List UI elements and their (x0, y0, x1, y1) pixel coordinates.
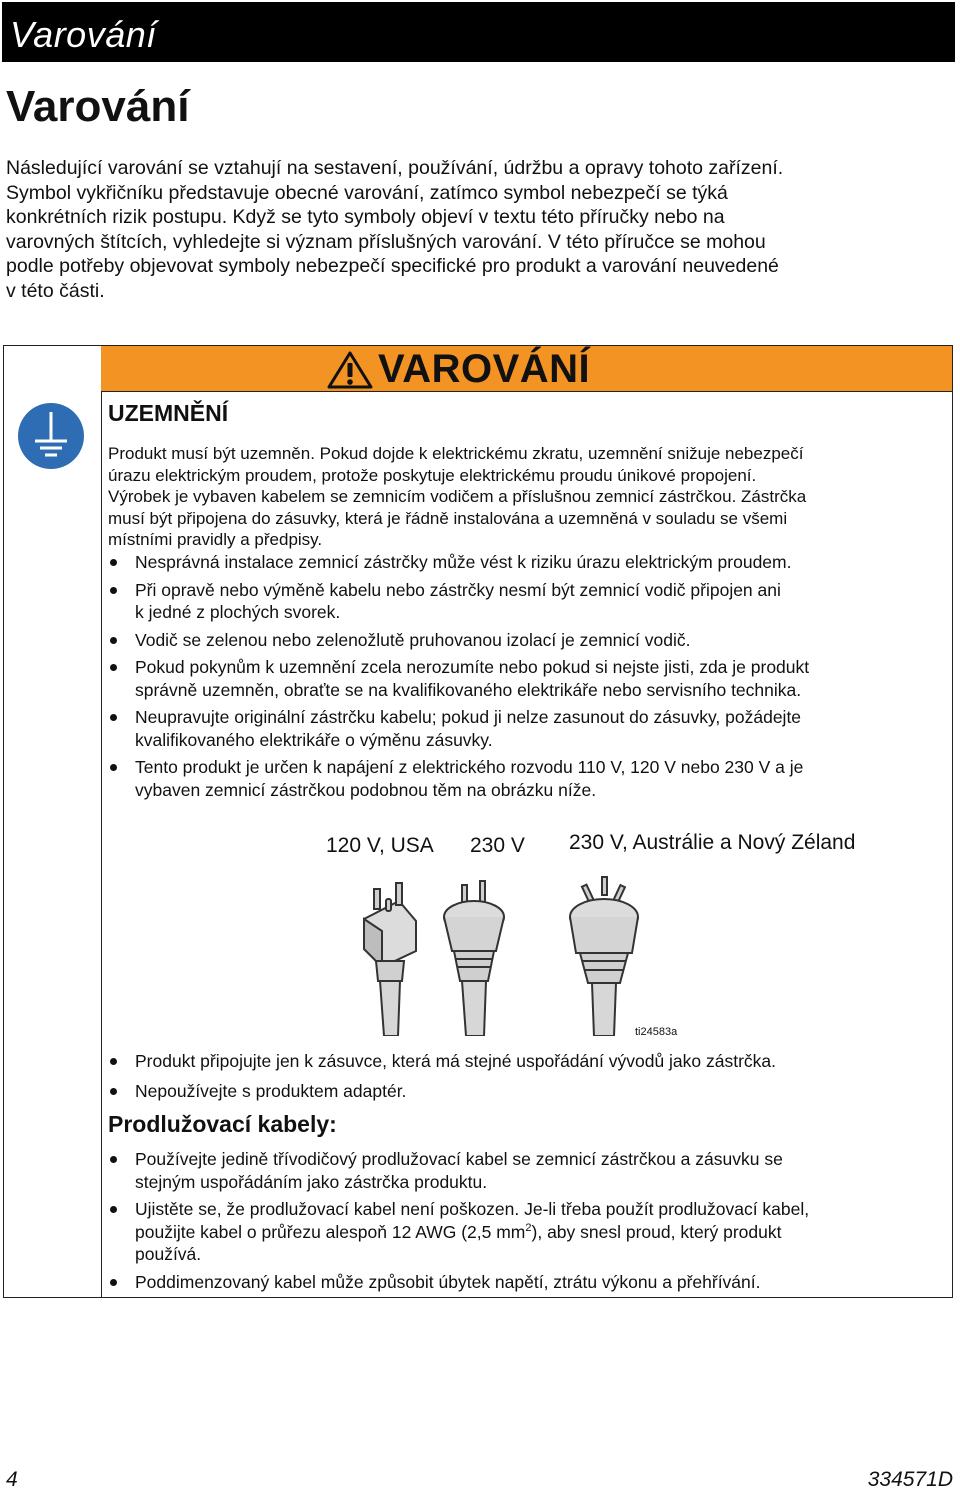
list-item (108, 656, 948, 701)
plug-label-au: 230 V, Austrálie a Nový Zéland (569, 831, 856, 854)
list-item-text: Tento produkt je určen k napájení z elektrického rozvodu 110 V, 120 V nebo 230 V a je (135, 757, 804, 777)
page-title: Varování (6, 82, 190, 131)
intro-line: v této části. (6, 279, 105, 302)
paragraph-line: úrazu elektrickým proudem, protože poskytuje elektrickému proudu únikové propojení. (108, 465, 757, 485)
warning-heading: VAROVÁNÍ (378, 347, 591, 391)
list-item (108, 1050, 948, 1073)
warning-box (3, 345, 953, 1298)
intro-line: varovných štítcích, vyhledejte si význam příslušných varování. V této příručce se mohou (6, 230, 766, 253)
list-item (108, 579, 948, 624)
list-item (108, 706, 948, 751)
list-item-text: Vodič se zelenou nebo zelenožlutě pruhovanou izolací je zemnicí vodič. (135, 629, 691, 650)
grounding-title: UZEMNĚNÍ (108, 400, 229, 426)
intro-line: podle potřeby objevovat symboly nebezpečí specifické pro produkt a varování neuvedené (6, 255, 779, 277)
warning-title (326, 347, 590, 392)
list-item (108, 1198, 948, 1266)
intro-line: konkrétních rizik postupu. Když se tyto symboly objeví v textu této příručky nebo na (6, 206, 725, 228)
list-item-text: Používejte jedině třívodičový prodlužovací kabel se zemnicí zástrčkou a zásuvku se (135, 1149, 783, 1169)
warning-header (101, 346, 952, 392)
list-item-text: Při opravě nebo výměně kabelu nebo zástrčky nesmí být zemnicí vodič připojen ani (135, 579, 781, 600)
list-item-text-part: použijte kabel o průřezu alespoň 12 AWG (2,5 mm (135, 1221, 526, 1242)
intro-line: Symbol vykřičníku představuje obecné varování, zatímco symbol nebezpečí se týká (6, 181, 728, 204)
section-header-bar (2, 2, 955, 62)
plug-bullet-list (108, 1050, 948, 1109)
extension-cords-title: Prodlužovací kabely: (108, 1111, 337, 1137)
list-item-text-part: ), aby snesl proud, který produkt (531, 1221, 782, 1242)
list-item (108, 551, 948, 574)
list-item-text: Nepoužívejte s produktem adaptér. (135, 1080, 407, 1101)
grounding-paragraph (108, 443, 948, 551)
paragraph-line: Produkt musí být uzemněn. Pokud dojde k elektrickému zkratu, uzemnění snižuje nebezpečí (108, 444, 804, 463)
superscript: 2 (525, 1221, 532, 1234)
plug-label-eu: 230 V (470, 834, 525, 857)
section-header-title: Varování (10, 14, 157, 55)
list-item-text: vybaven zemnicí zástrčkou podobnou těm na obrázku níže. (135, 779, 597, 800)
warning-triangle-icon (326, 350, 374, 390)
list-item-text: používá. (135, 1244, 202, 1264)
list-item (108, 756, 948, 801)
list-item-text: Nesprávná instalace zemnicí zástrčky může vést k riziku úrazu elektrickým proudem. (135, 552, 792, 572)
list-item-text: Pokud pokynům k uzemnění zcela nerozumíte nebo pokud si nejste jisti, zda je produkt (135, 657, 810, 677)
figure-reference: ti24583a (635, 1026, 678, 1038)
au-plug-image (570, 877, 638, 1036)
document-number: 334571D (867, 1468, 953, 1491)
grounding-bullet-list (108, 551, 948, 806)
list-item-text: Ujistěte se, že prodlužovací kabel není poškozen. Je-li třeba použít prodlužovací kabel, (135, 1199, 810, 1219)
extension-bullet-list (108, 1148, 948, 1298)
ground-icon (17, 402, 85, 470)
list-item (108, 1148, 948, 1193)
list-item-text: stejným uspořádáním jako zástrčka produktu. (135, 1171, 488, 1192)
intro-paragraph (6, 156, 946, 303)
paragraph-line: místními pravidly a předpisy. (108, 530, 323, 549)
usa-plug-image (364, 883, 416, 1036)
paragraph-line: Výrobek je vybaven kabelem se zemnicím vodičem a příslušnou zemnicí zástrčkou. Zástrčka (108, 487, 807, 506)
list-item-text: Poddimenzovaný kabel může způsobit úbytek napětí, ztrátu výkonu a přehřívání. (135, 1271, 761, 1292)
plug-illustration (304, 871, 724, 1036)
list-item (108, 1080, 948, 1103)
list-item-text: k jedné z plochých svorek. (135, 602, 341, 622)
list-item-text (135, 1221, 948, 1244)
plug-label-usa: 120 V, USA (326, 834, 434, 857)
list-item-text: správně uzemněn, obraťte se na kvalifikovaného elektrikáře nebo servisního technika. (135, 679, 802, 700)
list-item-text: Neupravujte originální zástrčku kabelu; pokud ji nelze zasunout do zásuvky, požádejte (135, 707, 802, 727)
eu-plug-image (444, 881, 504, 1036)
list-item-text: kvalifikovaného elektrikáře o výměnu zásuvky. (135, 729, 493, 750)
list-item (108, 629, 948, 652)
warning-column-divider (101, 346, 102, 1297)
intro-line: Následující varování se vztahují na sestavení, používání, údržbu a opravy tohoto zařízení. (6, 157, 784, 179)
paragraph-line: musí být připojena do zásuvky, která je řádně instalována a uzemněná v souladu se všemi (108, 508, 788, 528)
page-number: 4 (6, 1468, 18, 1491)
list-item-text: Produkt připojujte jen k zásuvce, která má stejné uspořádání vývodů jako zástrčka. (135, 1051, 777, 1071)
list-item (108, 1271, 948, 1294)
